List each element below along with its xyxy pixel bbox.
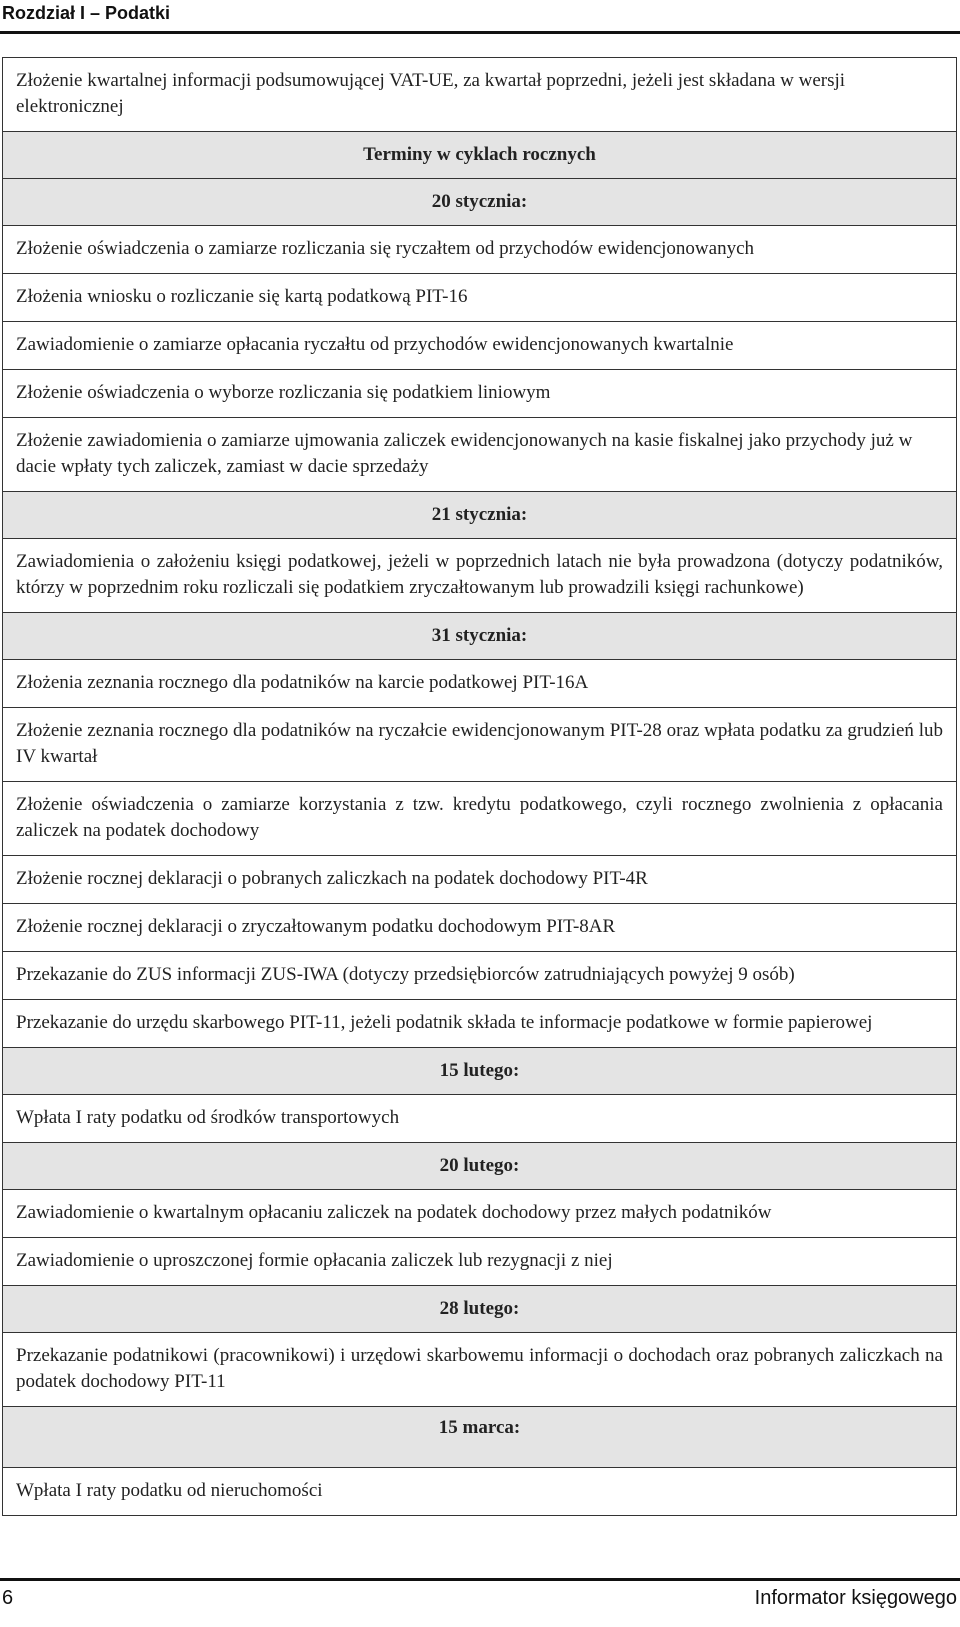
chapter-title: Rozdział I – Podatki	[2, 3, 171, 23]
section-heading-row	[3, 613, 956, 660]
publication-name: Informator księgowego	[754, 1587, 957, 1609]
row-text: Złożenie oświadczenia o zamiarze korzystania z tzw. kredytu podatkowego, czyli rocznego zwolnienia z opłacania zaliczek na podatek dochodowy	[16, 794, 943, 841]
page-number: 6	[2, 1587, 14, 1609]
deadlines-table	[2, 57, 957, 1516]
row-text: Przekazanie do urzędu skarbowego PIT-11, jeżeli podatnik składa te informacje podatkowe w formie papierowej	[16, 1012, 873, 1033]
section-heading-row	[3, 179, 956, 226]
table-row	[3, 708, 956, 782]
table-row	[3, 1238, 956, 1286]
section-heading-row	[3, 492, 956, 539]
header-rule	[0, 31, 960, 34]
table-row	[3, 782, 956, 856]
row-text: Złożenie rocznej deklaracji o zryczałtowanym podatku dochodowym PIT-8AR	[16, 916, 616, 937]
table-row	[3, 418, 956, 492]
section-heading: 20 lutego:	[439, 1155, 520, 1176]
table-row	[3, 539, 956, 613]
table-row	[3, 904, 956, 952]
table-row	[3, 1095, 956, 1143]
row-text: Przekazanie podatnikowi (pracownikowi) i urzędowi skarbowemu informacji o dochodach oraz pobranych zaliczkach na podatek dochodowy PIT-11	[16, 1345, 943, 1392]
table-row	[3, 1190, 956, 1238]
page-header	[0, 0, 960, 40]
section-heading: 21 stycznia:	[431, 504, 528, 525]
table-row	[3, 856, 956, 904]
row-text: Zawiadomienie o zamiarze opłacania ryczałtu od przychodów ewidencjonowanych kwartalnie	[16, 334, 734, 355]
row-text: Wpłata I raty podatku od środków transportowych	[16, 1107, 400, 1128]
section-heading-row	[3, 132, 956, 179]
row-text: Złożenie zeznania rocznego dla podatników na ryczałcie ewidencjonowanym PIT-28 oraz wpłata podatku za grudzień lub IV kwartał	[16, 720, 943, 767]
section-heading: 15 lutego:	[439, 1060, 520, 1081]
table-row	[3, 370, 956, 418]
row-text: Złożenie oświadczenia o wyborze rozliczania się podatkiem liniowym	[16, 382, 551, 403]
table-row	[3, 322, 956, 370]
table-row	[3, 1468, 956, 1515]
section-heading-row	[3, 1286, 956, 1333]
row-text: Złożenie kwartalnej informacji podsumowującej VAT-UE, za kwartał poprzedni, jeżeli jest składana w wersji elektronicznej	[16, 70, 846, 117]
section-heading: 28 lutego:	[439, 1298, 520, 1319]
section-heading-row	[3, 1048, 956, 1095]
section-heading-row	[3, 1143, 956, 1190]
table-row	[3, 952, 956, 1000]
table-row	[3, 1000, 956, 1048]
section-heading: Terminy w cyklach rocznych	[363, 144, 596, 165]
row-text: Złożenia wniosku o rozliczanie się kartą podatkową PIT-16	[16, 286, 468, 307]
section-heading-row	[3, 1407, 956, 1468]
row-text: Zawiadomienia o założeniu księgi podatkowej, jeżeli w poprzednich latach nie była prowadzona (dotyczy podatników, którzy w poprzednim roku rozliczali się podatkiem zryczałtowanym lub prowadzili księgi rachunkowe)	[16, 551, 943, 598]
section-heading: 31 stycznia:	[431, 625, 528, 646]
row-text: Przekazanie do ZUS informacji ZUS-IWA (dotyczy przedsiębiorców zatrudniających powyżej 9 osób)	[16, 964, 795, 985]
table-row	[3, 274, 956, 322]
row-text: Złożenie zawiadomienia o zamiarze ujmowania zaliczek ewidencjonowanych na kasie fiskalnej jako przychody już w dacie wpłaty tych zaliczek, zamiast w dacie sprzedaży	[16, 430, 913, 477]
row-text: Złożenia zeznania rocznego dla podatników na karcie podatkowej PIT-16A	[16, 672, 589, 693]
row-text: Zawiadomienie o uproszczonej formie opłacania zaliczek lub rezygnacji z niej	[16, 1250, 613, 1271]
section-heading: 20 stycznia:	[431, 191, 528, 212]
table-row	[3, 226, 956, 274]
page-footer	[0, 1578, 960, 1627]
table-row	[3, 1333, 956, 1407]
row-text: Zawiadomienie o kwartalnym opłacaniu zaliczek na podatek dochodowy przez małych podatników	[16, 1202, 772, 1223]
footer-rule	[0, 1578, 960, 1581]
table-row	[3, 660, 956, 708]
section-heading: 15 marca:	[438, 1417, 521, 1438]
table-row	[3, 58, 956, 132]
row-text: Złożenie rocznej deklaracji o pobranych zaliczkach na podatek dochodowy PIT-4R	[16, 868, 648, 889]
row-text: Wpłata I raty podatku od nieruchomości	[16, 1480, 323, 1501]
row-text: Złożenie oświadczenia o zamiarze rozliczania się ryczałtem od przychodów ewidencjonowanych	[16, 238, 755, 259]
